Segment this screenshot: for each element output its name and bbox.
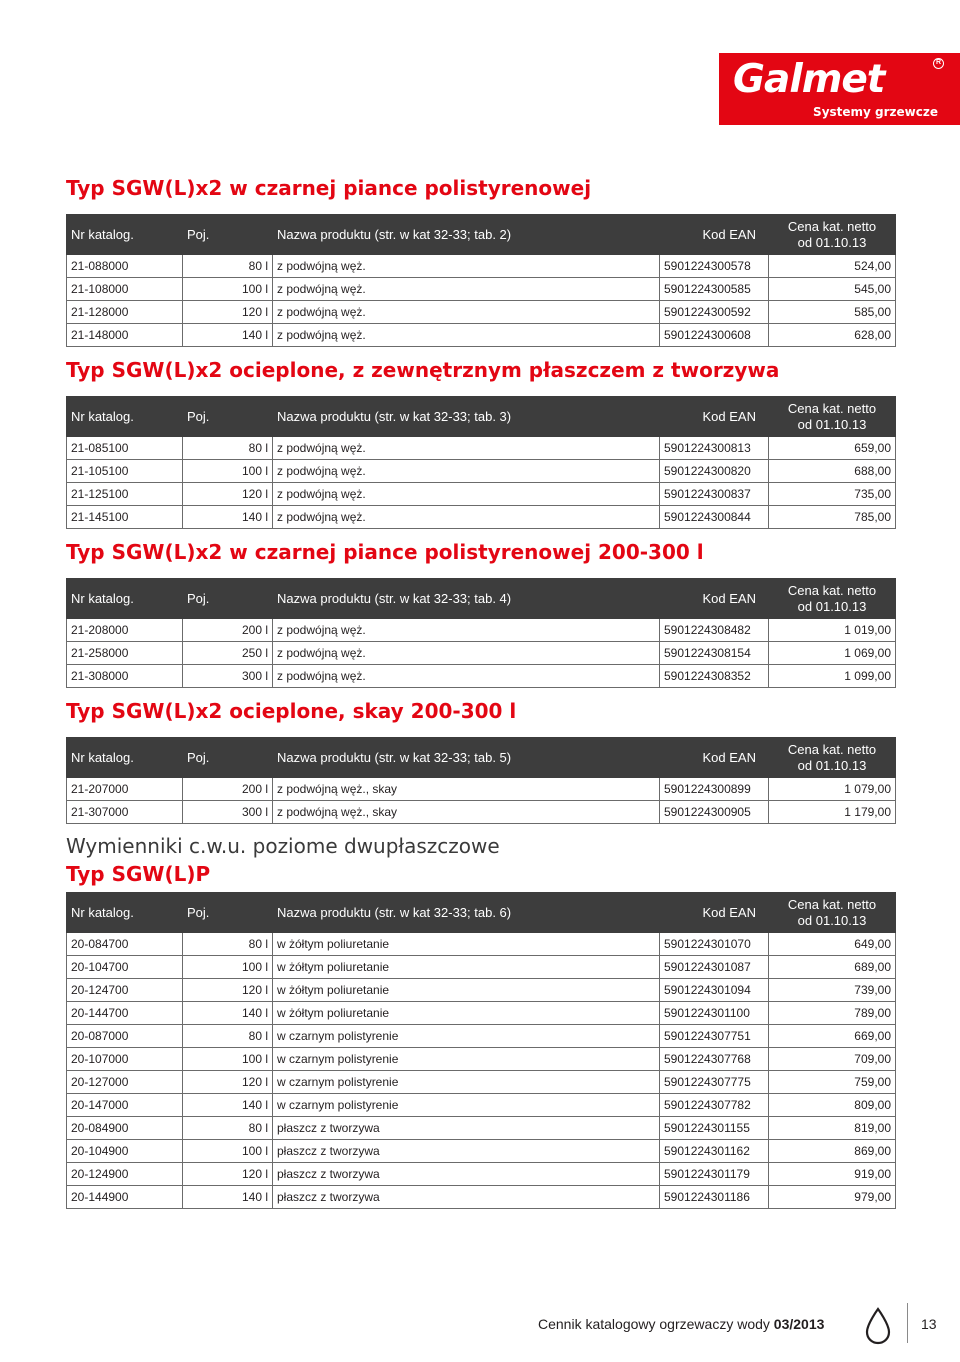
- cell-capacity: 100 l: [183, 1140, 273, 1163]
- cell-product-name: w czarnym polistyrenie: [273, 1048, 660, 1071]
- section-title: Typ SGW(L)x2 ocieplone, skay 200-300 l: [66, 699, 517, 723]
- cell-price: 1 069,00: [769, 642, 896, 665]
- col-header-product-name: Nazwa produktu (str. w kat 32-33; tab. 3): [273, 397, 660, 437]
- col-header-price: [769, 215, 896, 255]
- logo-tagline: Systemy grzewcze: [813, 105, 938, 119]
- table-row: [67, 1048, 896, 1071]
- col-header-capacity: Poj.: [183, 397, 273, 437]
- cell-catalog-no: 20-084700: [67, 933, 183, 956]
- table-row: [67, 437, 896, 460]
- cell-product-name: z podwójną węż.: [273, 255, 660, 278]
- cell-capacity: 140 l: [183, 1094, 273, 1117]
- cell-price: 979,00: [769, 1186, 896, 1209]
- cell-price: 759,00: [769, 1071, 896, 1094]
- galmet-logo: [719, 53, 960, 125]
- cell-product-name: z podwójną węż.: [273, 278, 660, 301]
- cell-price: 669,00: [769, 1025, 896, 1048]
- col-header-ean: Kod EAN: [660, 215, 769, 255]
- cell-price: 689,00: [769, 956, 896, 979]
- table-row: [67, 506, 896, 529]
- table-row: [67, 460, 896, 483]
- price-table: [66, 396, 896, 529]
- cell-capacity: 200 l: [183, 778, 273, 801]
- cell-product-name: z podwójną węż.: [273, 619, 660, 642]
- cell-ean: 5901224307782: [660, 1094, 769, 1117]
- cell-product-name: w czarnym polistyrenie: [273, 1094, 660, 1117]
- cell-product-name: w czarnym polistyrenie: [273, 1071, 660, 1094]
- table-row: [67, 1025, 896, 1048]
- cell-capacity: 120 l: [183, 979, 273, 1002]
- cell-price: 659,00: [769, 437, 896, 460]
- cell-capacity: 140 l: [183, 324, 273, 347]
- cell-catalog-no: 21-105100: [67, 460, 183, 483]
- table-row: [67, 933, 896, 956]
- section-sgwlx2-black-foam-200-300: [66, 540, 895, 688]
- table-row: [67, 665, 896, 688]
- cell-price: 919,00: [769, 1163, 896, 1186]
- cell-product-name: z podwójną węż.: [273, 460, 660, 483]
- cell-price: 1 079,00: [769, 778, 896, 801]
- cell-capacity: 250 l: [183, 642, 273, 665]
- table-row: [67, 979, 896, 1002]
- cell-catalog-no: 20-127000: [67, 1071, 183, 1094]
- cell-product-name: w żółtym poliuretanie: [273, 956, 660, 979]
- table-row: [67, 619, 896, 642]
- cell-product-name: płaszcz z tworzywa: [273, 1186, 660, 1209]
- cell-catalog-no: 20-124700: [67, 979, 183, 1002]
- cell-price: 688,00: [769, 460, 896, 483]
- logo-wordmark: Galmet: [733, 57, 885, 102]
- cell-ean: 5901224300585: [660, 278, 769, 301]
- section-sgwlx2-skay-200-300: [66, 699, 895, 824]
- price-header-line1: Cena kat. netto: [787, 896, 877, 912]
- cell-product-name: z podwójną węż.: [273, 483, 660, 506]
- cell-capacity: 120 l: [183, 483, 273, 506]
- table-row: [67, 324, 896, 347]
- cell-catalog-no: 21-307000: [67, 801, 183, 824]
- table-row: [67, 1117, 896, 1140]
- table-row: [67, 1140, 896, 1163]
- cell-ean: 5901224301186: [660, 1186, 769, 1209]
- table-row: [67, 1071, 896, 1094]
- section-title: Typ SGW(L)x2 ocieplone, z zewnętrznym płaszczem z tworzywa: [66, 358, 780, 382]
- cell-ean: 5901224301155: [660, 1117, 769, 1140]
- section-pretitle: Wymienniki c.w.u. poziome dwupłaszczowe: [66, 834, 500, 858]
- col-header-price: [769, 397, 896, 437]
- col-header-ean: Kod EAN: [660, 893, 769, 933]
- table-row: [67, 1002, 896, 1025]
- col-header-price: [769, 738, 896, 778]
- footer-divider: [907, 1303, 908, 1343]
- cell-product-name: płaszcz z tworzywa: [273, 1140, 660, 1163]
- cell-capacity: 140 l: [183, 1186, 273, 1209]
- cell-product-name: w żółtym poliuretanie: [273, 1002, 660, 1025]
- col-header-catalog-no: Nr katalog.: [67, 579, 183, 619]
- cell-capacity: 80 l: [183, 1117, 273, 1140]
- cell-capacity: 120 l: [183, 1071, 273, 1094]
- cell-price: 1 099,00: [769, 665, 896, 688]
- cell-ean: 5901224301100: [660, 1002, 769, 1025]
- table-header-row: [67, 738, 896, 778]
- section-title: Typ SGW(L)x2 w czarnej piance polistyrenowej 200-300 l: [66, 540, 704, 564]
- cell-catalog-no: 20-147000: [67, 1094, 183, 1117]
- cell-ean: 5901224307768: [660, 1048, 769, 1071]
- cell-ean: 5901224300608: [660, 324, 769, 347]
- price-header-line1: Cena kat. netto: [787, 400, 877, 416]
- price-table: [66, 578, 896, 688]
- table-header-row: [67, 215, 896, 255]
- cell-product-name: płaszcz z tworzywa: [273, 1163, 660, 1186]
- cell-price: 585,00: [769, 301, 896, 324]
- cell-ean: 5901224301179: [660, 1163, 769, 1186]
- cell-capacity: 120 l: [183, 1163, 273, 1186]
- col-header-price: [769, 579, 896, 619]
- cell-price: 524,00: [769, 255, 896, 278]
- cell-catalog-no: 20-087000: [67, 1025, 183, 1048]
- col-header-price: [769, 893, 896, 933]
- cell-ean: 5901224301070: [660, 933, 769, 956]
- footer-caption: Cennik katalogowy ogrzewaczy wody: [538, 1316, 774, 1332]
- cell-price: 789,00: [769, 1002, 896, 1025]
- cell-product-name: z podwójną węż.: [273, 506, 660, 529]
- water-drop-icon: [864, 1307, 892, 1345]
- cell-capacity: 80 l: [183, 933, 273, 956]
- col-header-catalog-no: Nr katalog.: [67, 215, 183, 255]
- table-row: [67, 1094, 896, 1117]
- cell-catalog-no: 20-144700: [67, 1002, 183, 1025]
- cell-product-name: z podwójną węż.: [273, 642, 660, 665]
- cell-catalog-no: 21-145100: [67, 506, 183, 529]
- cell-price: 819,00: [769, 1117, 896, 1140]
- cell-capacity: 100 l: [183, 1048, 273, 1071]
- cell-catalog-no: 21-258000: [67, 642, 183, 665]
- price-header-line1: Cena kat. netto: [787, 218, 877, 234]
- cell-product-name: płaszcz z tworzywa: [273, 1117, 660, 1140]
- table-row: [67, 1186, 896, 1209]
- registered-mark-icon: R: [933, 58, 944, 69]
- cell-capacity: 140 l: [183, 506, 273, 529]
- cell-capacity: 300 l: [183, 665, 273, 688]
- cell-ean: 5901224300899: [660, 778, 769, 801]
- table-row: [67, 301, 896, 324]
- table-row: [67, 1163, 896, 1186]
- col-header-ean: Kod EAN: [660, 738, 769, 778]
- section-title: Typ SGW(L)x2 w czarnej piance polistyrenowej: [66, 176, 592, 200]
- table-row: [67, 483, 896, 506]
- cell-price: 709,00: [769, 1048, 896, 1071]
- cell-catalog-no: 21-208000: [67, 619, 183, 642]
- cell-catalog-no: 20-084900: [67, 1117, 183, 1140]
- col-header-capacity: Poj.: [183, 215, 273, 255]
- price-header-line1: Cena kat. netto: [787, 582, 877, 598]
- cell-catalog-no: 21-148000: [67, 324, 183, 347]
- cell-price: 869,00: [769, 1140, 896, 1163]
- cell-ean: 5901224301094: [660, 979, 769, 1002]
- cell-product-name: z podwójną węż.: [273, 301, 660, 324]
- cell-catalog-no: 20-104700: [67, 956, 183, 979]
- cell-product-name: w żółtym poliuretanie: [273, 979, 660, 1002]
- col-header-product-name: Nazwa produktu (str. w kat 32-33; tab. 6): [273, 893, 660, 933]
- price-table: [66, 737, 896, 824]
- price-header-line2: od 01.10.13: [797, 416, 867, 432]
- cell-capacity: 140 l: [183, 1002, 273, 1025]
- col-header-ean: Kod EAN: [660, 579, 769, 619]
- cell-capacity: 100 l: [183, 460, 273, 483]
- price-header-line2: od 01.10.13: [797, 234, 867, 250]
- cell-capacity: 80 l: [183, 1025, 273, 1048]
- col-header-product-name: Nazwa produktu (str. w kat 32-33; tab. 4): [273, 579, 660, 619]
- col-header-catalog-no: Nr katalog.: [67, 397, 183, 437]
- table-row: [67, 801, 896, 824]
- cell-ean: 5901224300592: [660, 301, 769, 324]
- cell-price: 735,00: [769, 483, 896, 506]
- cell-catalog-no: 21-088000: [67, 255, 183, 278]
- cell-catalog-no: 21-207000: [67, 778, 183, 801]
- col-header-catalog-no: Nr katalog.: [67, 738, 183, 778]
- cell-capacity: 200 l: [183, 619, 273, 642]
- cell-catalog-no: 21-085100: [67, 437, 183, 460]
- cell-catalog-no: 21-125100: [67, 483, 183, 506]
- cell-product-name: z podwójną węż., skay: [273, 801, 660, 824]
- price-table: [66, 892, 896, 1209]
- col-header-capacity: Poj.: [183, 738, 273, 778]
- cell-ean: 5901224300837: [660, 483, 769, 506]
- price-header-line2: od 01.10.13: [797, 912, 867, 928]
- cell-capacity: 120 l: [183, 301, 273, 324]
- table-row: [67, 255, 896, 278]
- footer-issue: 03/2013: [773, 1316, 825, 1332]
- cell-price: 628,00: [769, 324, 896, 347]
- section-title: Typ SGW(L)P: [66, 862, 211, 886]
- cell-ean: 5901224307775: [660, 1071, 769, 1094]
- cell-price: 785,00: [769, 506, 896, 529]
- cell-product-name: z podwójną węż.: [273, 324, 660, 347]
- col-header-capacity: Poj.: [183, 893, 273, 933]
- cell-ean: 5901224300813: [660, 437, 769, 460]
- cell-catalog-no: 20-104900: [67, 1140, 183, 1163]
- cell-product-name: z podwójną węż.: [273, 437, 660, 460]
- cell-catalog-no: 20-107000: [67, 1048, 183, 1071]
- cell-price: 545,00: [769, 278, 896, 301]
- col-header-capacity: Poj.: [183, 579, 273, 619]
- table-header-row: [67, 893, 896, 933]
- cell-ean: 5901224308154: [660, 642, 769, 665]
- cell-price: 809,00: [769, 1094, 896, 1117]
- page-number: 13: [921, 1316, 937, 1332]
- cell-ean: 5901224300820: [660, 460, 769, 483]
- cell-price: 649,00: [769, 933, 896, 956]
- col-header-product-name: Nazwa produktu (str. w kat 32-33; tab. 2): [273, 215, 660, 255]
- price-table: [66, 214, 896, 347]
- cell-product-name: z podwójną węż., skay: [273, 778, 660, 801]
- cell-capacity: 80 l: [183, 255, 273, 278]
- cell-ean: 5901224301162: [660, 1140, 769, 1163]
- cell-capacity: 300 l: [183, 801, 273, 824]
- cell-product-name: z podwójną węż.: [273, 665, 660, 688]
- price-header-line1: Cena kat. netto: [787, 741, 877, 757]
- table-row: [67, 278, 896, 301]
- footer-text: [538, 1316, 824, 1332]
- cell-ean: 5901224308352: [660, 665, 769, 688]
- cell-price: 739,00: [769, 979, 896, 1002]
- cell-capacity: 80 l: [183, 437, 273, 460]
- cell-price: 1 179,00: [769, 801, 896, 824]
- cell-capacity: 100 l: [183, 956, 273, 979]
- table-row: [67, 778, 896, 801]
- cell-ean: 5901224300905: [660, 801, 769, 824]
- cell-ean: 5901224300844: [660, 506, 769, 529]
- table-row: [67, 956, 896, 979]
- cell-ean: 5901224308482: [660, 619, 769, 642]
- cell-ean: 5901224301087: [660, 956, 769, 979]
- cell-catalog-no: 21-308000: [67, 665, 183, 688]
- section-sgwlp-exchangers: [66, 834, 895, 1209]
- price-header-line2: od 01.10.13: [797, 757, 867, 773]
- col-header-catalog-no: Nr katalog.: [67, 893, 183, 933]
- col-header-ean: Kod EAN: [660, 397, 769, 437]
- table-row: [67, 642, 896, 665]
- section-sgwlx2-insulated-plastic: [66, 358, 895, 529]
- cell-catalog-no: 21-128000: [67, 301, 183, 324]
- cell-ean: 5901224307751: [660, 1025, 769, 1048]
- table-header-row: [67, 397, 896, 437]
- section-sgwlx2-black-foam: [66, 176, 895, 347]
- col-header-product-name: Nazwa produktu (str. w kat 32-33; tab. 5): [273, 738, 660, 778]
- table-header-row: [67, 579, 896, 619]
- cell-ean: 5901224300578: [660, 255, 769, 278]
- cell-catalog-no: 21-108000: [67, 278, 183, 301]
- cell-capacity: 100 l: [183, 278, 273, 301]
- cell-product-name: w czarnym polistyrenie: [273, 1025, 660, 1048]
- cell-catalog-no: 20-124900: [67, 1163, 183, 1186]
- cell-product-name: w żółtym poliuretanie: [273, 933, 660, 956]
- cell-price: 1 019,00: [769, 619, 896, 642]
- cell-catalog-no: 20-144900: [67, 1186, 183, 1209]
- price-header-line2: od 01.10.13: [797, 598, 867, 614]
